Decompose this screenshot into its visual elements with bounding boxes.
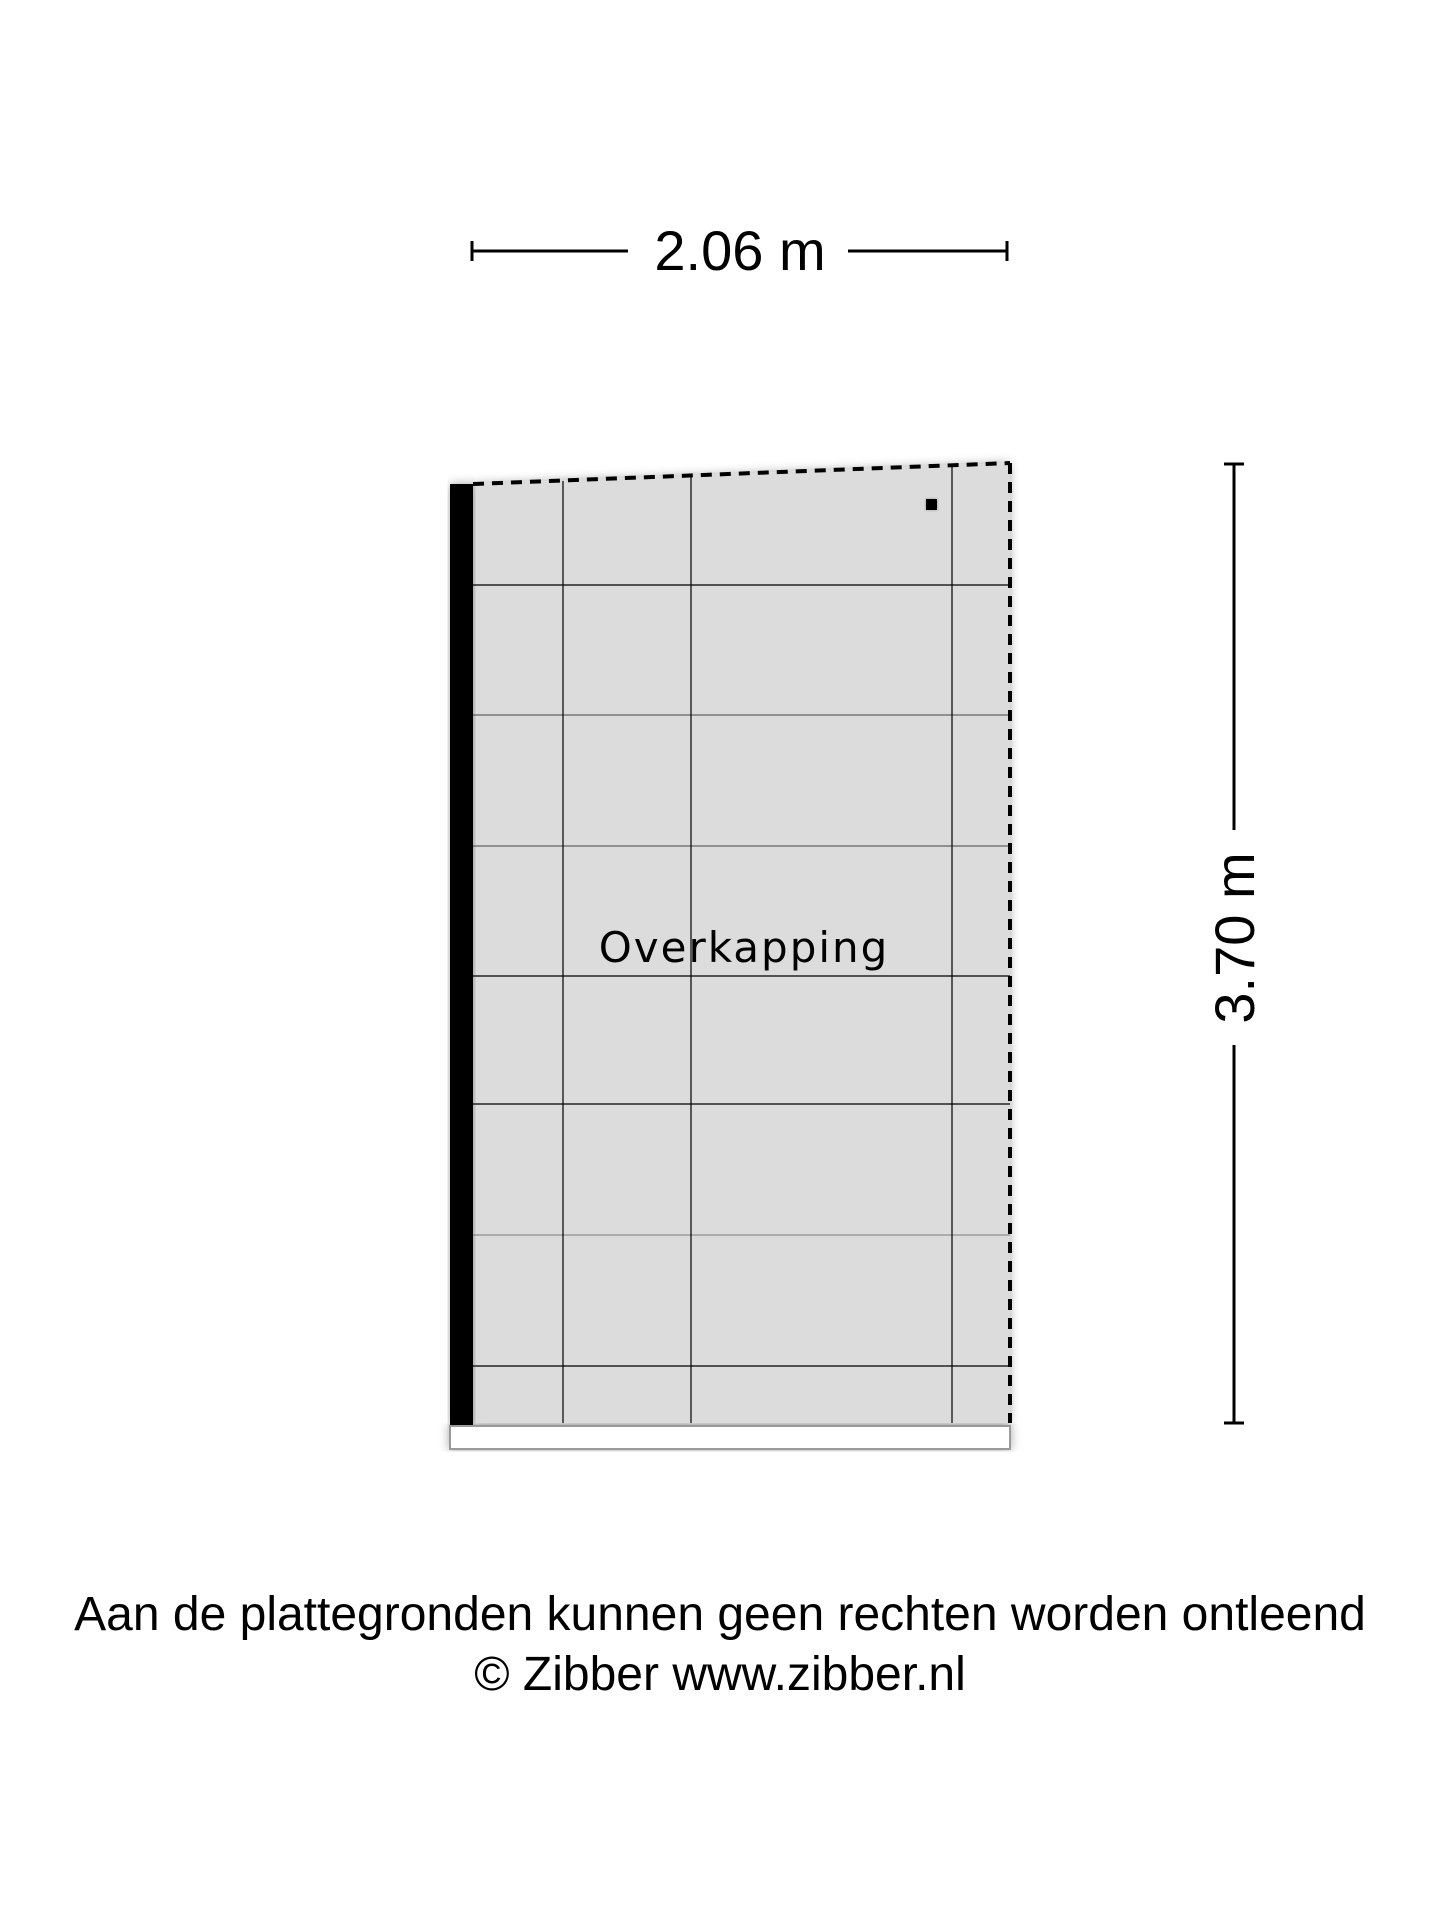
- footer: [0, 1585, 1440, 1705]
- post-marker: [926, 499, 937, 510]
- room-label: Overkapping: [598, 923, 890, 972]
- left-wall: [450, 484, 473, 1426]
- bottom-threshold: [450, 1426, 1010, 1449]
- disclaimer-text: Aan de plattegronden kunnen geen rechten worden ontleend: [74, 1588, 1366, 1641]
- width-dimension: [472, 219, 1007, 282]
- height-dimension-label: 3.70 m: [1203, 852, 1266, 1024]
- height-dimension: [1203, 464, 1266, 1423]
- room-overkapping: [450, 463, 1010, 1449]
- width-dimension-label: 2.06 m: [654, 219, 826, 282]
- copyright-text: © Zibber www.zibber.nl: [474, 1648, 966, 1701]
